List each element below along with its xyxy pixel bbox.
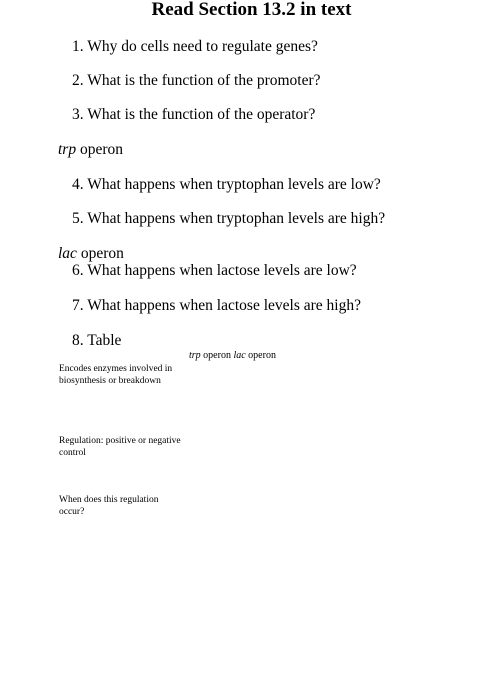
trp-name: trp (58, 141, 77, 158)
col-lac-name: lac (233, 350, 246, 361)
question-number: 2. (72, 72, 84, 89)
question-text: What is the function of the operator? (87, 106, 316, 123)
lac-suffix: operon (76, 245, 124, 262)
table-row-label: When does this regulation occur? (59, 495, 159, 517)
lac-name: lac (58, 245, 77, 262)
question-text: What happens when lactose levels are high? (87, 297, 361, 314)
question-text: What happens when tryptophan levels are low? (87, 176, 381, 193)
col-trp-name: trp (189, 350, 201, 361)
question-text: What happens when tryptophan levels are high? (87, 210, 386, 227)
question-number: 4. (72, 176, 84, 193)
question-number: 7. (72, 297, 84, 314)
question-number: 3. (72, 106, 84, 123)
question-number: 1. (72, 38, 84, 55)
question-number: 5. (72, 210, 84, 227)
question-6 (72, 262, 357, 280)
table-row-label: Regulation: positive or negative control (59, 436, 181, 458)
table-row-label: Encodes enzymes involved in biosynthesis or breakdown (59, 364, 173, 386)
question-text: What happens when lactose levels are low? (87, 262, 357, 279)
question-number: 8. (72, 332, 84, 349)
question-4 (72, 176, 381, 194)
question-2 (72, 72, 321, 90)
question-text: Why do cells need to regulate genes? (87, 38, 318, 55)
col-lac-suffix: operon (245, 350, 276, 361)
trp-suffix: operon (76, 141, 124, 158)
table-label: Table (87, 332, 122, 349)
question-1 (72, 38, 318, 56)
lac-section-heading (58, 245, 124, 263)
col-trp-suffix: operon (200, 350, 231, 361)
question-number: 6. (72, 262, 84, 279)
question-text: What is the function of the promoter? (87, 72, 321, 89)
question-5 (72, 210, 385, 228)
question-8 (72, 332, 121, 350)
page-title: Read Section 13.2 in text (151, 0, 352, 20)
table-column-headers (189, 350, 276, 362)
question-7 (72, 297, 361, 315)
trp-section-heading (58, 141, 123, 159)
question-3 (72, 106, 315, 124)
